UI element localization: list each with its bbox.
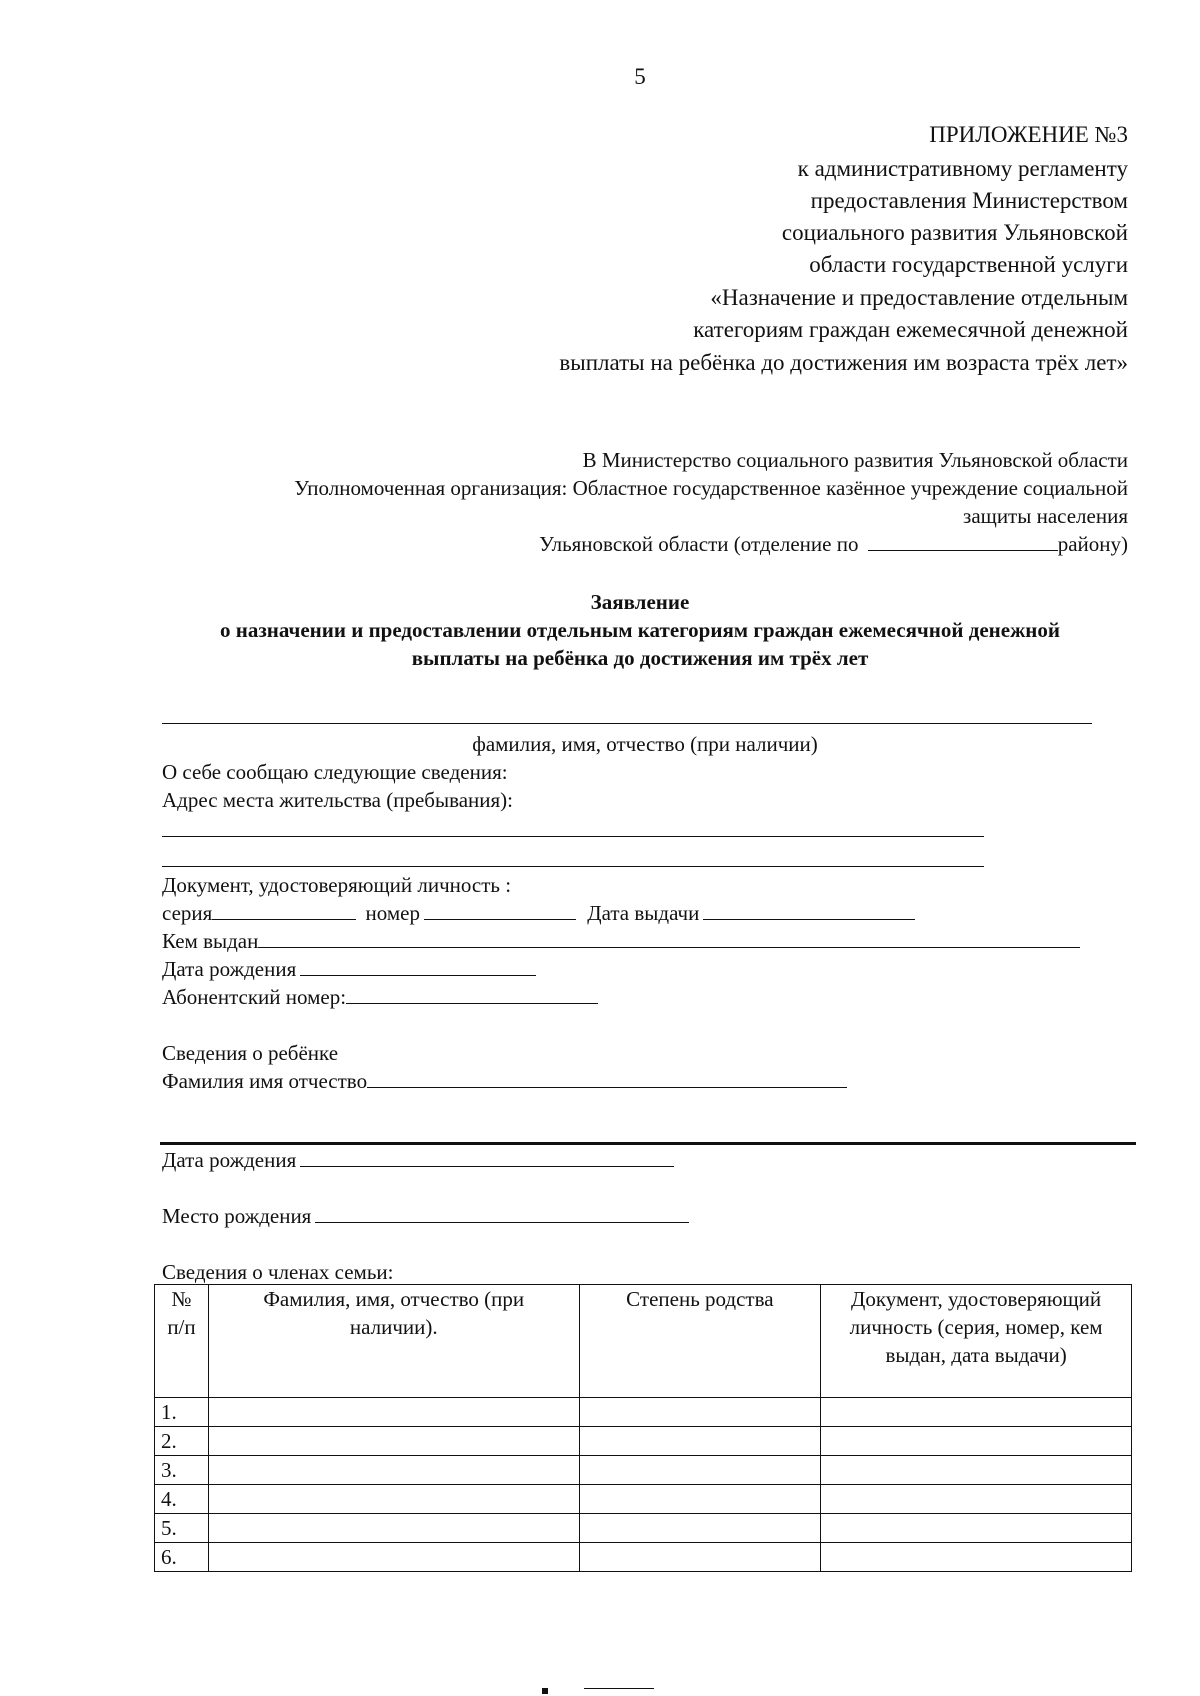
addressee-line-suffix: району) (1057, 532, 1128, 556)
child-section-title: Сведения о ребёнке (162, 1041, 339, 1065)
fio-cell[interactable] (208, 1456, 579, 1485)
family-section-title: Сведения о членах семьи: (162, 1260, 394, 1284)
appendix-line: категориям граждан ежемесячной денежной (693, 317, 1128, 342)
child-birth-place-label: Место рождения (162, 1204, 312, 1228)
document-cell[interactable] (821, 1543, 1132, 1572)
fio-cell[interactable] (208, 1427, 579, 1456)
child-birth-place-row (162, 1202, 689, 1230)
addressee-line: В Министерство социального развития Ульяновской области (582, 448, 1128, 472)
row-number: 4. (155, 1485, 209, 1514)
fio-caption: фамилия, имя, отчество (при наличии) (472, 732, 818, 756)
child-fio-label: Фамилия имя отчество (162, 1069, 368, 1093)
issued-by-row (162, 927, 1080, 955)
issued-by-label: Кем выдан (162, 929, 259, 953)
series-label: серия (162, 901, 213, 925)
statement-title: Заявление (590, 590, 690, 614)
child-fio-blank[interactable] (367, 1067, 847, 1088)
statement-subtitle: выплаты на ребёнка до достижения им трёх лет (411, 646, 869, 670)
relation-cell[interactable] (579, 1485, 821, 1514)
relation-cell[interactable] (579, 1398, 821, 1427)
table-row (155, 1543, 1132, 1572)
col-header-fio: Фамилия, имя, отчество (при наличии). (208, 1285, 579, 1398)
col-header-num: № п/п (155, 1285, 209, 1398)
col-header-relation: Степень родства (579, 1285, 821, 1398)
fio-cell[interactable] (208, 1398, 579, 1427)
appendix-line: предоставления Министерством (810, 188, 1128, 213)
id-doc-label: Документ, удостоверяющий личность : (162, 873, 512, 897)
appendix-line: области государственной услуги (809, 252, 1128, 277)
table-row (155, 1514, 1132, 1543)
row-number: 2. (155, 1427, 209, 1456)
birth-date-blank[interactable] (300, 955, 536, 976)
row-number: 5. (155, 1514, 209, 1543)
phone-row (162, 983, 598, 1011)
birth-date-row (162, 955, 536, 983)
row-number: 3. (155, 1456, 209, 1485)
birth-date-label: Дата рождения (162, 957, 297, 981)
address-blank[interactable] (162, 836, 984, 837)
relation-cell[interactable] (579, 1514, 821, 1543)
number-label: номер (365, 901, 420, 925)
document-cell[interactable] (821, 1485, 1132, 1514)
statement-subtitle: о назначении и предоставлении отдельным категориям граждан ежемесячной денежной (219, 618, 1061, 642)
addressee-line: защиты населения (963, 504, 1128, 528)
series-blank[interactable] (212, 899, 356, 920)
applicant-fio-blank[interactable] (162, 723, 1092, 724)
appendix-line: к административному регламенту (797, 156, 1128, 181)
number-blank[interactable] (424, 899, 576, 920)
document-cell[interactable] (821, 1427, 1132, 1456)
document-cell[interactable] (821, 1514, 1132, 1543)
fio-cell[interactable] (208, 1485, 579, 1514)
appendix-line: социального развития Ульяновской (781, 220, 1128, 245)
fio-cell[interactable] (208, 1514, 579, 1543)
relation-cell[interactable] (579, 1543, 821, 1572)
addressee-line: Ульяновской области (отделение по (539, 532, 859, 556)
child-birth-place-blank[interactable] (315, 1202, 689, 1223)
relation-cell[interactable] (579, 1427, 821, 1456)
appendix-line: «Назначение и предоставление отдельным (710, 285, 1128, 310)
row-number: 6. (155, 1543, 209, 1572)
relation-cell[interactable] (579, 1456, 821, 1485)
child-fio-row (162, 1067, 847, 1095)
child-birth-date-label: Дата рождения (162, 1148, 297, 1172)
addressee-line: Уполномоченная организация: Областное государственное казённое учреждение социальной (294, 476, 1128, 500)
child-fio-blank-2[interactable] (160, 1142, 1136, 1145)
table-row (155, 1456, 1132, 1485)
page-number: 5 (634, 64, 646, 89)
address-label: Адрес места жительства (пребывания): (162, 788, 514, 812)
id-doc-details-row (162, 899, 915, 927)
issued-by-blank[interactable] (258, 927, 1080, 948)
table-row (155, 1485, 1132, 1514)
family-table (154, 1284, 1132, 1572)
phone-blank[interactable] (346, 983, 598, 1004)
fio-cell[interactable] (208, 1543, 579, 1572)
child-birth-date-blank[interactable] (300, 1146, 674, 1167)
col-header-document: Документ, удостоверяющий личность (серия, номер, кем выдан, дата выдачи) (821, 1285, 1132, 1398)
addressee-district-line (539, 530, 1128, 558)
family-table-header (155, 1285, 1132, 1398)
scan-mark-line (584, 1688, 654, 1689)
issue-date-blank[interactable] (703, 899, 915, 920)
table-row (155, 1398, 1132, 1427)
appendix-line: выплаты на ребёнка до достижения им возраста трёх лет» (559, 350, 1128, 375)
child-birth-date-row (162, 1146, 674, 1174)
row-number: 1. (155, 1398, 209, 1427)
appendix-title: ПРИЛОЖЕНИЕ №3 (929, 122, 1128, 147)
address-blank-2[interactable] (162, 866, 984, 867)
document-cell[interactable] (821, 1398, 1132, 1427)
info-intro: О себе сообщаю следующие сведения: (162, 760, 508, 784)
document-cell[interactable] (821, 1456, 1132, 1485)
issue-date-label: Дата выдачи (587, 901, 700, 925)
table-row (155, 1427, 1132, 1456)
phone-label: Абонентский номер: (162, 985, 347, 1009)
scan-mark-dot (542, 1688, 548, 1694)
district-blank[interactable] (868, 530, 1058, 551)
